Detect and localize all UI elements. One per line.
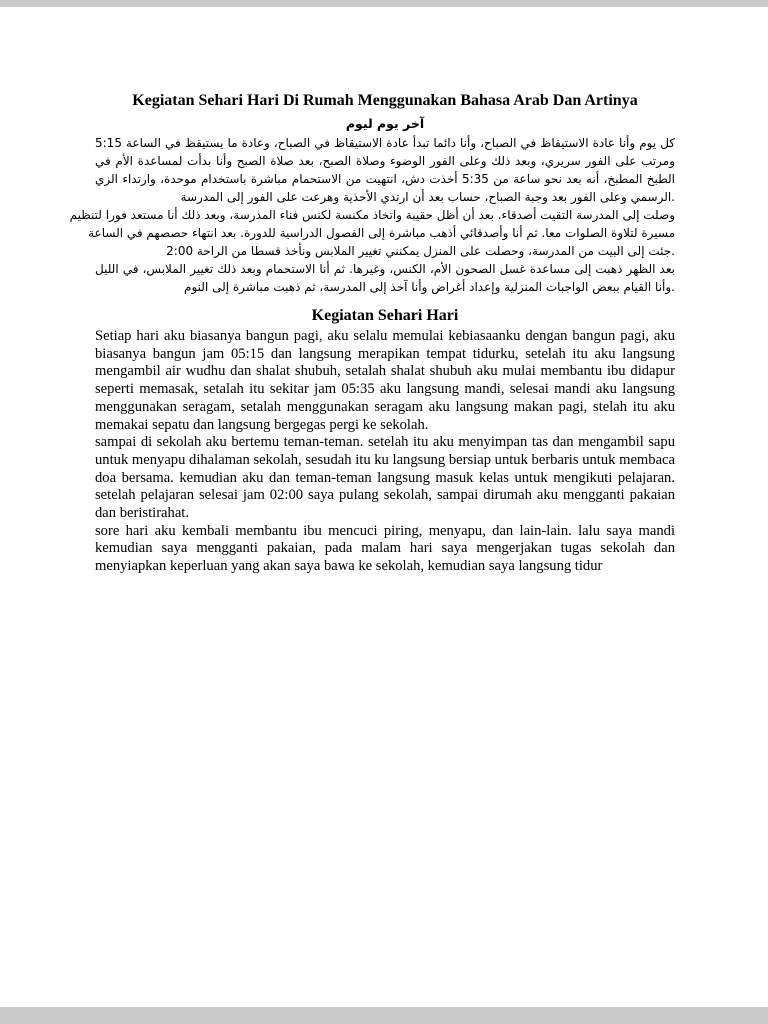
arabic-line-9: .وأنا القيام ببعض الواجبات المنزلية وإعداد أغراض وأنا آخذ إلى المدرسة، ثم ذهبت مباشرة إلى النوم	[184, 280, 675, 294]
indonesian-paragraph-1: Setiap hari aku biasanya bangun pagi, aku selalu memulai kebiasaanku dengan bangun pagi, aku biasanya bangun jam 05:15 dan langsung merapikan tempat tidurku, setelah itu aku langsung mengambil air wudhu dan shalat shubuh, setalah shalat shubuh aku mulai membantu ibu didapur seperti memasak, setalah itu sekitar jam 05:35 aku langsung mandi, selesai mandi aku langsung menggunakan seragam, setalah menggunakan seragam aku langsung makan pagi, stelah itu aku memakai sepatu dan langsung bergegas pergi ke sekolah.	[95, 328, 675, 433]
arabic-line-3: الطبخ المطبخ، أنه بعد نحو ساعة من 5:35 أخذت دش، انتهيت من الاستحمام مباشرة باستخدام موحدة، وارتداء الزي	[95, 172, 675, 186]
indonesian-paragraph-2: sampai di sekolah aku bertemu teman-teman. setelah itu aku menyimpan tas dan mengambil sapu untuk menyapu dihalaman sekolah, sesudah itu ku langsung bersiap untuk berbaris untuk membaca doa bersama. kemudian aku dan teman-teman langsung masuk kelas untuk mengikuti pelajaran. setelah pelajaran selesai jam 02:00 saya pulang sekolah, sampai dirumah aku mengganti pakaian dan beristirahat.	[95, 434, 675, 522]
arabic-subtitle: آخر يوم ليوم	[345, 116, 425, 131]
indonesian-paragraph-3: sore hari aku kembali membantu ibu mencuci piring, menyapu, dan lain-lain. lalu saya mandi kemudian saya mengganti pakaian, pada malam hari saya mengerjakan tugas sekolah dan menyiapkan keperluan yang akan saya bawa ke sekolah, kemudian saya langsung tidur	[95, 522, 675, 575]
arabic-line-8: بعد الظهر ذهبت إلى مساعدة غسل الصحون الأم، الكنس، وغيرها. ثم أنا الاستحمام وبعد ذلك تغيير الملابس، في الليل	[95, 262, 675, 276]
arabic-line-7: .جئت إلى البيت من المدرسة، وحصلت على المنزل يمكنني تغيير الملابس ونأخذ قسطا من الراحة 2:00	[166, 244, 675, 258]
indonesian-text-block	[95, 328, 675, 576]
document-page	[0, 7, 768, 1007]
letterbox-bottom	[0, 1007, 768, 1024]
arabic-paragraph	[69, 134, 675, 296]
arabic-line-2: ومرتب على الفور سريري، وبعد ذلك وعلى الفور الوضوء وصلاة الصبح، بعد صلاة الصبح وأنا بدأت لمساعدة الأم في	[95, 154, 675, 168]
indonesian-heading: Kegiatan Sehari Hari	[311, 307, 459, 324]
arabic-line-5: وصلت إلى المدرسة التقيت أصدقاء. بعد أن أظل حقيبة واتخاذ مكنسة لكنس فناء المدرسة، وبعد ذلك أنا مستعد فورا لتنظيم	[69, 208, 675, 222]
arabic-line-4: .الرسمي وعلى الفور بعد وجبة الصباح، حساب بعد أن ارتدي الأحذية وهرعت على الفور إلى المدرسة	[180, 190, 675, 204]
arabic-line-1: كل يوم وأنا عادة الاستيقاظ في الصباح، وأنا دائما تبدأ عادة الاستيقاظ في الصباح، وعادة ما يستيقظ في الساعة 5:15	[95, 136, 675, 150]
document-title: Kegiatan Sehari Hari Di Rumah Menggunakan Bahasa Arab Dan Artinya	[132, 92, 638, 109]
arabic-line-6: مسيرة لتلاوة الصلوات معا. ثم أنا وأصدقائي أذهب مباشرة إلى الفصول الدراسية للدورة. بعد انتهاء حصصهم في الساعة	[88, 226, 675, 240]
letterbox-top	[0, 0, 768, 7]
